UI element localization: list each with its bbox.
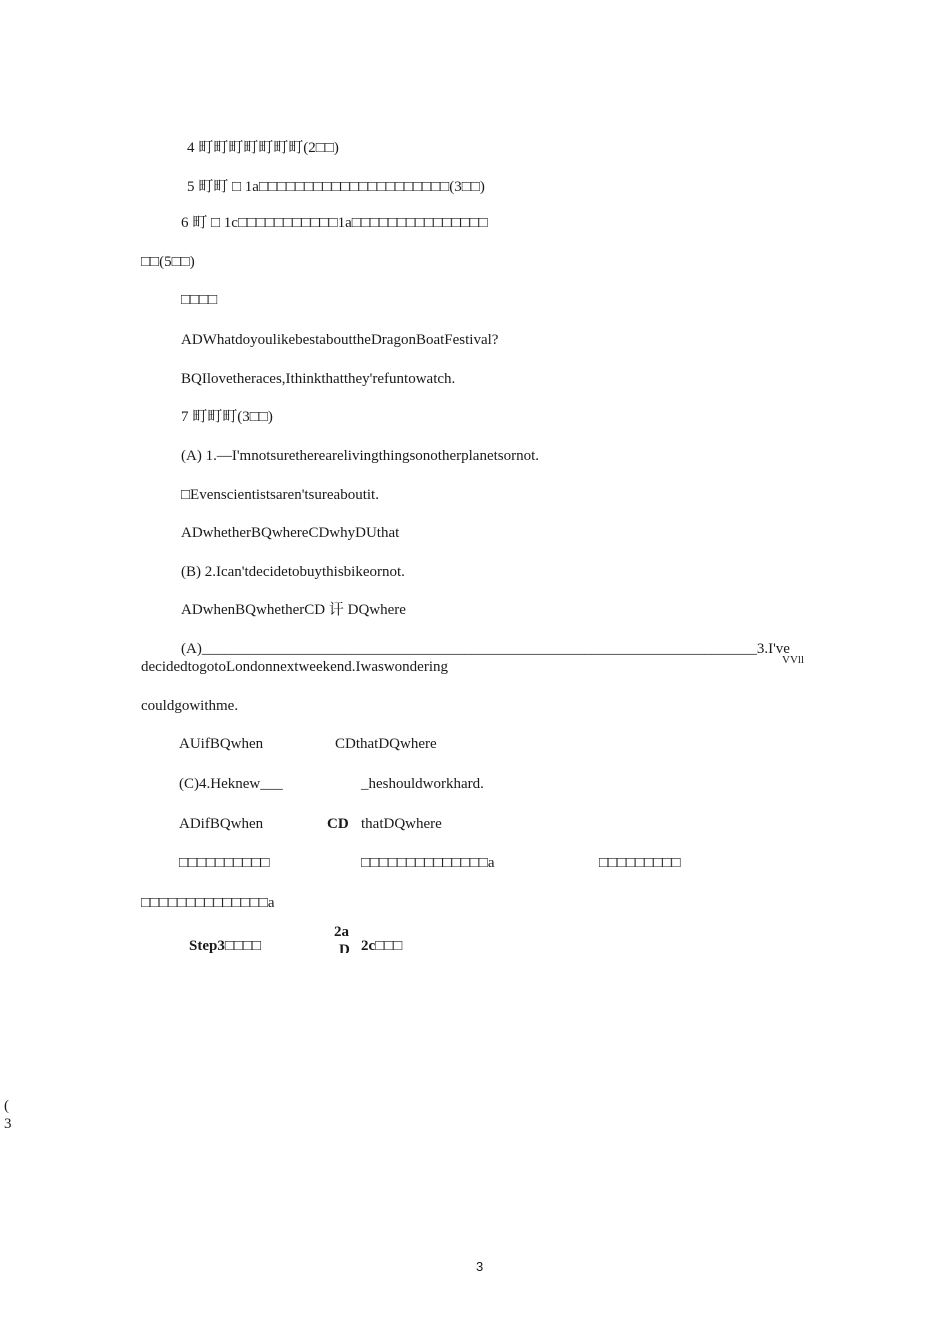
reflection-col-3: □□□□□□□□□ (599, 855, 681, 871)
question-2: (B) 2.Ican'tdecidetobuythisbikeornot. (181, 564, 405, 580)
question-3-options-b: CDthatDQwhere (335, 736, 437, 752)
question-2-options: ADwhenBQwhetherCD 讦 DQwhere (181, 602, 406, 618)
question-3-line: (A)__________________________________________________________________________3.I've (181, 641, 790, 657)
question-4-options-a: ADifBQwhen (179, 816, 264, 832)
reflection-col-2: □□□□□□□□□□□□□□a (361, 855, 495, 871)
reflection-col-1: □□□□□□□□□□ (179, 855, 270, 871)
dialogue-line-b: BQIlovetheraces,Ithinkthatthey'refuntowatch. (181, 371, 456, 387)
step-3-2a: 2a (334, 924, 349, 940)
item-5-heading: 5 町町 □ 1a□□□□□□□□□□□□□□□□□□□□□(3□□) (187, 179, 485, 195)
question-3-text-end: couldgowithme. (141, 698, 239, 714)
page-number: 3 (476, 1259, 484, 1274)
question-3-text: decidedtogotoLondonnextweekend.Iwaswondering (141, 659, 448, 675)
step-3-2c: 2c□□□ (361, 938, 403, 954)
item-7-heading: 7 町町町(3□□) (181, 409, 273, 425)
question-1-response: □Evenscientistsaren'tsureaboutit. (181, 487, 379, 503)
item-4-heading: 4 町町町町町町町(2□□) (187, 140, 339, 156)
question-4-continued: _heshouldworkhard. (361, 776, 484, 792)
question-3-overlap-glyphs: VVll (782, 654, 804, 666)
question-1: (A) 1.—I'mnotsuretherearelivingthingsonotherplanetsornot. (181, 448, 540, 464)
reflection-line-2: □□□□□□□□□□□□□□a (141, 895, 275, 911)
step-3-heading: Step3□□□□ (189, 938, 262, 954)
question-1-options: ADwhetherBQwhereCDwhyDUthat (181, 525, 400, 541)
dialogue-line-a: ADWhatdoyoulikebestabouttheDragonBoatFestival? (181, 332, 499, 348)
margin-mark-number: 3 (4, 1116, 12, 1132)
question-4-options-cd: CD (327, 816, 349, 832)
section-label: □□□□ (181, 292, 218, 308)
margin-mark-paren: ( (4, 1098, 9, 1114)
item-6-continuation: □□(5□□) (141, 254, 195, 270)
question-4-options-b: thatDQwhere (361, 816, 442, 832)
step-3-d: D (339, 942, 350, 953)
item-6-heading: 6 町 □ 1c□□□□□□□□□□□1a□□□□□□□□□□□□□□□ (181, 215, 488, 231)
question-3-options-a: AUifBQwhen (179, 736, 264, 752)
question-4: (C)4.Heknew___ (179, 776, 283, 792)
